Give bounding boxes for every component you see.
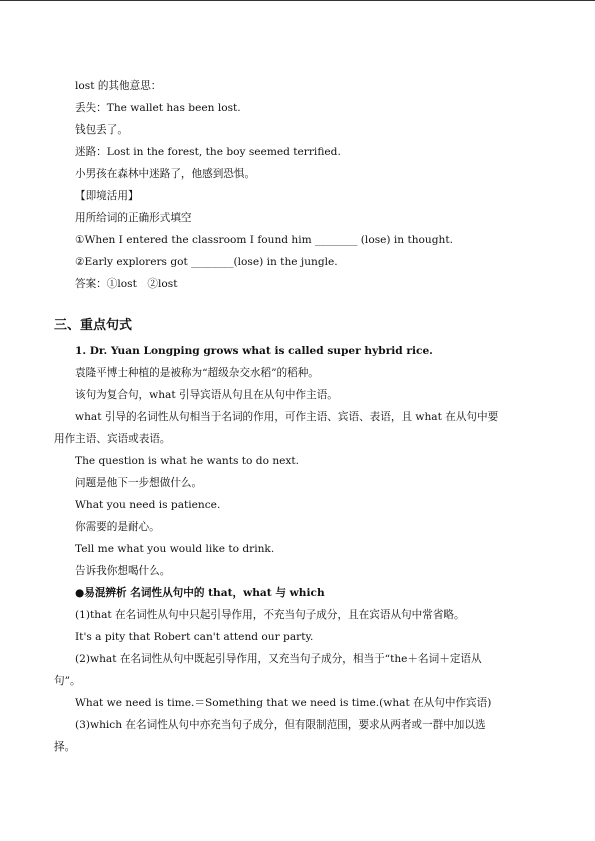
section-title: 三、重点句式	[54, 318, 133, 333]
example-en: It's a pity that Robert can't attend our party.	[75, 631, 314, 643]
text-line: lost 的其他意思：	[75, 80, 162, 92]
text-line: 用所给词的正确形式填空	[75, 212, 192, 224]
text-line: 小男孩在森林中迷路了，他感到恐惧。	[75, 168, 256, 180]
example-en: Tell me what you would like to drink.	[75, 543, 275, 555]
example-zh: 问题是他下一步想做什么。	[75, 477, 203, 489]
text-line: (1)that 在名词性从句中只起引导作用，不充当句子成分，且在宾语从句中常省略。	[75, 609, 465, 621]
text-line: 迷路：Lost in the forest, the boy seemed terrified.	[75, 146, 341, 158]
text-line: 用作主语、宾语或表语。	[54, 433, 171, 445]
key-sentence: 1. Dr. Yuan Longping grows what is called super hybrid rice.	[75, 345, 433, 357]
text-line: what 引导的名词性从句相当于名词的作用，可作主语、宾语、表语，且 what 在从句中要	[75, 411, 499, 423]
example-en: What we need is time.＝Something that we need is time.(what 在从句中作宾语)	[75, 697, 492, 709]
comparison-heading: ●易混辨析 名词性从句中的 that，what 与 which	[75, 587, 325, 599]
exercise-2: ②Early explorers got ________(lose) in the jungle.	[75, 256, 338, 268]
text-line: 袁隆平博士种植的是被称为“超级杂交水稻”的稻种。	[75, 367, 319, 379]
text-line: 【即境活用】	[75, 190, 139, 202]
text-line: (2)what 在名词性从句中既起引导作用，又充当句子成分，相当于“the＋名词＋定语从	[75, 653, 482, 665]
text-line: (3)which 在名词性从句中亦充当句子成分，但有限制范围，要求从两者或一群中加以选	[75, 719, 486, 731]
text-line: 择。	[54, 741, 76, 753]
text-line: 句”。	[54, 675, 81, 687]
text-line: 钱包丢了。	[75, 124, 128, 136]
example-en: What you need is patience.	[75, 499, 221, 511]
example-zh: 告诉我你想喝什么。	[75, 565, 171, 577]
example-zh: 你需要的是耐心。	[75, 521, 160, 533]
text-line: 该句为复合句，what 引导宾语从句且在从句中作主语。	[75, 389, 338, 401]
answer-line: 答案：①lost ②lost	[75, 278, 178, 290]
example-en: The question is what he wants to do next.	[75, 455, 300, 467]
exercise-1: ①When I entered the classroom I found him ________ (lose) in thought.	[75, 234, 453, 246]
text-line: 丢失：The wallet has been lost.	[75, 102, 241, 114]
